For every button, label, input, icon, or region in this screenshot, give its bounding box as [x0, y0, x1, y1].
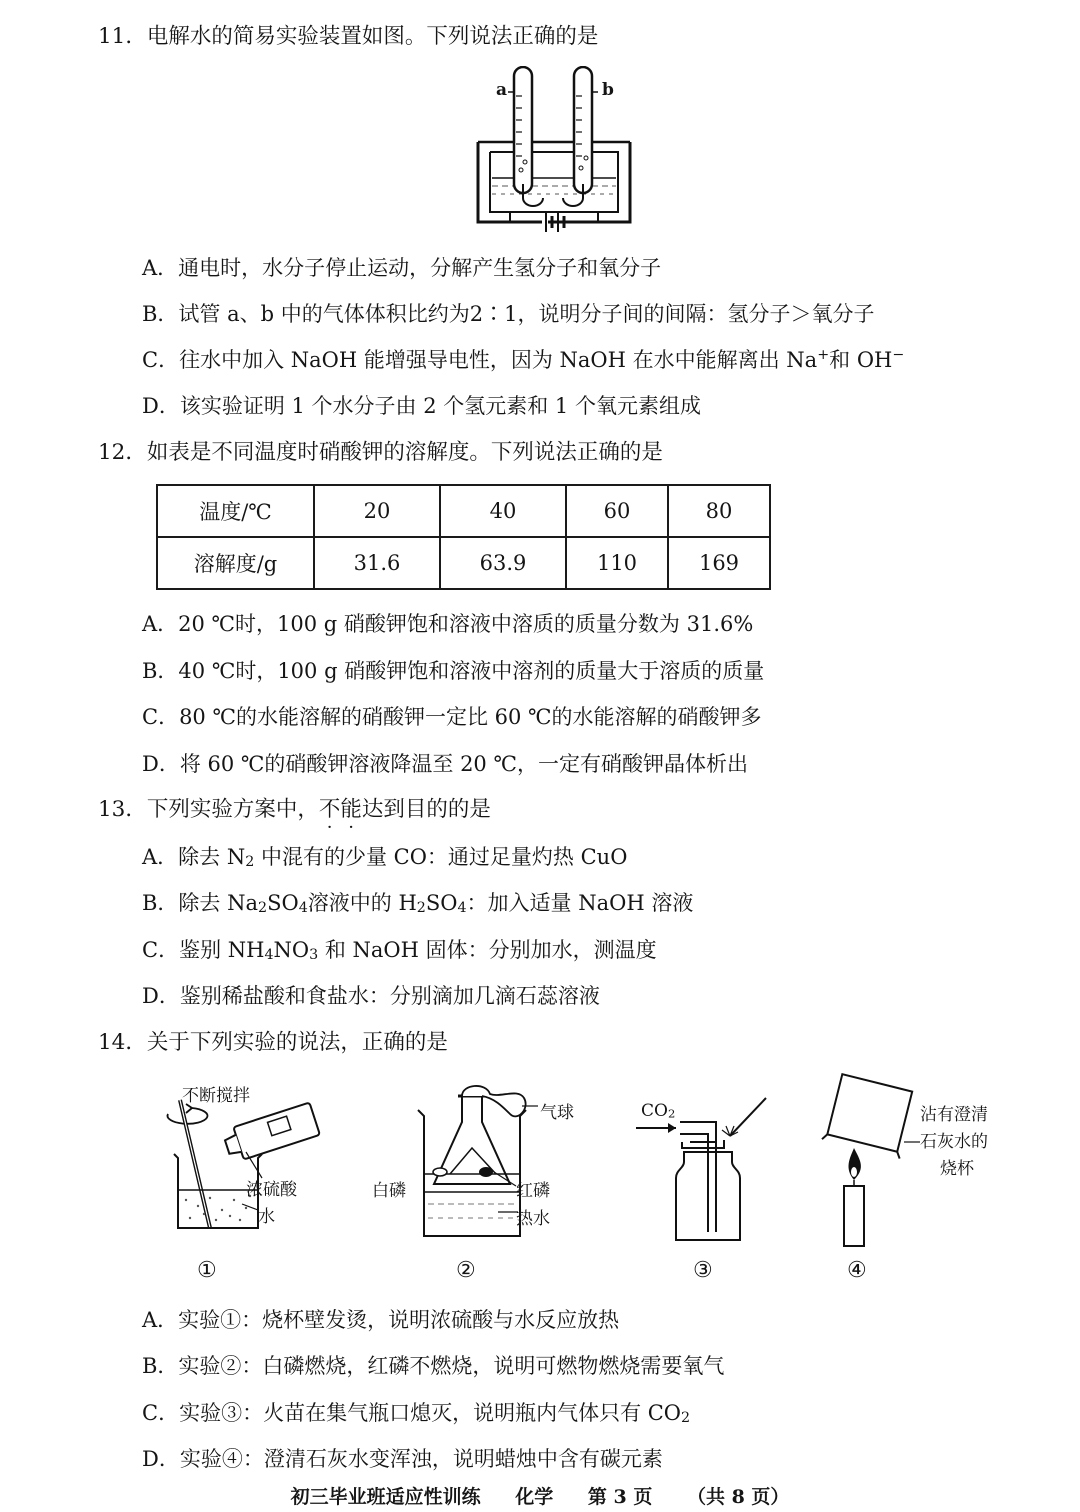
fig2-red-p-label: 红磷 — [516, 1181, 550, 1201]
fig1-acid-label: 浓硫酸 — [246, 1180, 297, 1200]
q12-option-c: C．80 ℃的水能溶解的硝酸钾一定比 60 ℃的水能溶解的硝酸钾多 — [142, 705, 762, 729]
fig4-label-line1: 沾有澄清 — [920, 1105, 988, 1125]
table-cell: 温度/℃ — [157, 485, 314, 537]
q13-stem: 13．下列实验方案中，不能达到目的的是 — [98, 795, 491, 825]
table-cell: 溶解度/g — [157, 537, 314, 589]
fig2-number: ② — [456, 1258, 476, 1283]
table-cell: 60 — [566, 485, 668, 537]
fig4-label-line2: 石灰水的 — [920, 1132, 988, 1152]
table-cell: 169 — [668, 537, 770, 589]
table-row — [157, 485, 770, 537]
q13-option-d: D．鉴别稀盐酸和食盐水：分别滴加几滴石蕊溶液 — [142, 984, 600, 1008]
q11-option-d: D．该实验证明 1 个水分子由 2 个氢元素和 1 个氧元素组成 — [142, 394, 701, 418]
fig2-balloon-label: 气球 — [540, 1103, 574, 1123]
table-cell: 31.6 — [314, 537, 440, 589]
table-row — [157, 537, 770, 589]
q11-option-b: B．试管 a、b 中的气体体积比约为2∶1，说明分子间的间隔：氢分子＞氧分子 — [142, 302, 875, 326]
figure-4-candle — [820, 1072, 930, 1250]
footer-title: 初三毕业班适应性训练 — [290, 1486, 481, 1508]
footer-page: 第 3 页 — [587, 1486, 653, 1508]
footer-subject: 化学 — [515, 1486, 554, 1508]
fig4-number: ④ — [847, 1258, 867, 1283]
page-footer — [0, 1482, 1080, 1509]
table-cell: 63.9 — [440, 537, 566, 589]
q13-option-b: B．除去 $Na_2SO_4$溶液中的 $H_2SO_4$：加入适量 NaOH 溶液 — [142, 891, 694, 917]
fig2-hot-water-label: 热水 — [516, 1209, 550, 1229]
q13-option-c: C．鉴别 $NH_4NO_3$ 和 NaOH 固体：分别加水，测温度 — [142, 938, 657, 964]
fig1-number: ① — [197, 1258, 217, 1283]
table-cell: 20 — [314, 485, 440, 537]
fig4-label-line3: 烧杯 — [940, 1159, 974, 1179]
fig2-white-p-label: 白磷 — [372, 1181, 406, 1201]
tube-a-label: a — [496, 80, 508, 100]
q14-option-b: B．实验②：白磷燃烧，红磷不燃烧，说明可燃物燃烧需要氧气 — [142, 1354, 725, 1378]
q13-option-a: A．除去 $N_2$ 中混有的少量 CO：通过足量灼热 CuO — [142, 845, 628, 871]
table-cell: 110 — [566, 537, 668, 589]
q12-option-b: B．40 ℃时，100 g 硝酸钾饱和溶液中溶剂的质量大于溶质的质量 — [142, 659, 765, 683]
table-cell: 40 — [440, 485, 566, 537]
q14-option-d: D．实验④：澄清石灰水变浑浊，说明蜡烛中含有碳元素 — [142, 1447, 663, 1471]
q12-option-a: A．20 ℃时，100 g 硝酸钾饱和溶液中溶质的质量分数为 31.6% — [142, 612, 754, 636]
tube-b-label: b — [602, 80, 614, 100]
q12-option-d: D．将 60 ℃的硝酸钾溶液降温至 20 ℃，一定有硝酸钾晶体析出 — [142, 752, 748, 776]
q14-option-c: C．实验③：火苗在集气瓶口熄灭，说明瓶内气体只有 $CO_2$ — [142, 1401, 691, 1427]
q11-option-c: C．往水中加入 NaOH 能增强导电性，因为 NaOH 在水中能解离出 Na+和 OH− — [142, 347, 905, 372]
footer-total: （共 8 页） — [686, 1486, 790, 1508]
fig1-water-label: 水 — [258, 1207, 275, 1227]
table-cell: 80 — [668, 485, 770, 537]
fig1-stir-label: 不断搅拌 — [182, 1086, 250, 1106]
q11-stem: 11．电解水的简易实验装置如图。下列说法正确的是 — [98, 24, 599, 49]
q14-stem: 14．关于下列实验的说法，正确的是 — [98, 1030, 448, 1055]
fig3-gas-label: $CO_2$ — [641, 1101, 676, 1121]
fig3-number: ③ — [693, 1258, 713, 1283]
emphasis-char: 能 — [340, 797, 362, 822]
q14-option-a: A．实验①：烧杯壁发烫，说明浓硫酸与水反应放热 — [142, 1308, 620, 1332]
q11-option-a: A．通电时，水分子停止运动，分解产生氢分子和氧分子 — [142, 256, 662, 280]
q12-stem: 12．如表是不同温度时硝酸钾的溶解度。下列说法正确的是 — [98, 440, 663, 465]
emphasis-char: 不 — [318, 797, 341, 822]
solubility-table — [156, 484, 771, 590]
